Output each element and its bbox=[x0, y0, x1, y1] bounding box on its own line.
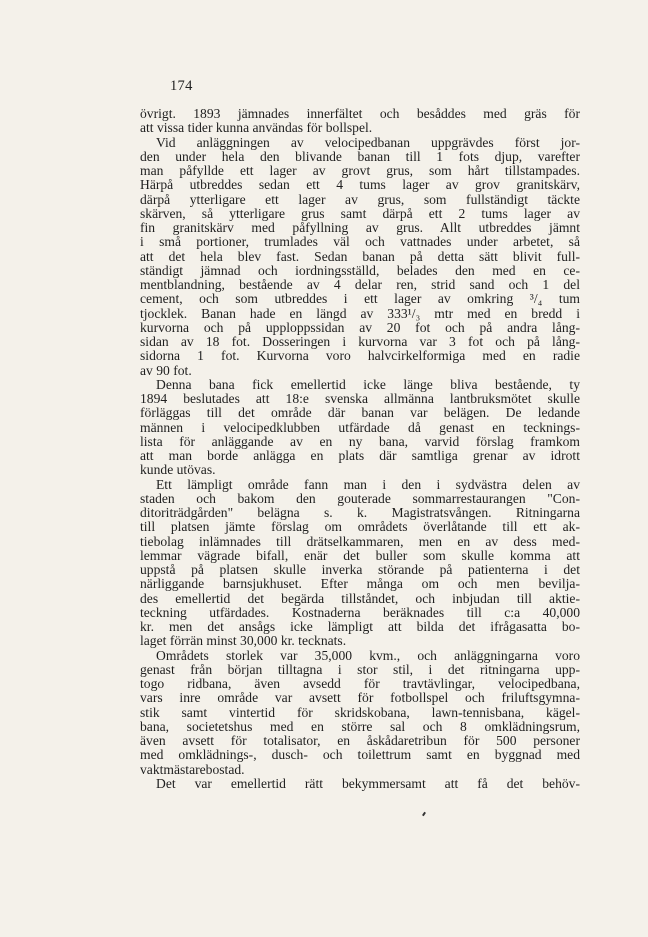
text-line: kunde utövas. bbox=[140, 462, 216, 478]
text-line: den under hela den blivande banan till 1 fots djup, varefter bbox=[140, 148, 580, 164]
text-line: att vissa tider kunna användas för bollspel. bbox=[140, 120, 373, 136]
text-line: togo ridbana, även avsedd för travtävlingar, velocipedbana, bbox=[140, 676, 580, 691]
text-line: Härpå utbreddes sedan ett 4 tums lager av grov granitskärv, bbox=[140, 177, 580, 193]
text-line: genast från början tilltagna i stor stil, i det ritningarna upp- bbox=[140, 661, 580, 677]
text-line: Ett lämpligt område fann man i den i sydvästra delen av bbox=[156, 476, 580, 492]
text-line: skärven, så ytterligare grus samt därpå ett 2 tums lager av bbox=[140, 205, 580, 221]
text-line: med omklädnings-, dusch- och toilettrum samt en byggnad med bbox=[140, 747, 580, 763]
text-line: mentblandning, bestående av 4 delar ren, strid sand och 1 del bbox=[140, 277, 580, 292]
text-line: tjocklek. Banan hade en längd av 333¹/₃ mtr med en bredd i bbox=[140, 305, 580, 321]
text-line: Det var emellertid rätt bekymmersamt att få det behöv- bbox=[156, 775, 580, 791]
body-text bbox=[140, 107, 580, 791]
text-line: cement, och som utbreddes i ett lager av omkring ³/₄ tum bbox=[140, 291, 580, 307]
text-line: kurvorna och på upploppssidan av 20 fot och på andra lång- bbox=[140, 319, 580, 335]
text-line: närliggande barnsjukhuset. Efter många om och men bevilja- bbox=[140, 576, 580, 592]
text-line: lemmar vägrade bifall, enär det buller som skulle komma att bbox=[140, 547, 580, 563]
text-line: Vid anläggningen av velocipedbanan uppgrävdes först jor- bbox=[156, 134, 580, 150]
text-line: övrigt. 1893 jämnades innerfältet och besåddes med gräs för bbox=[140, 106, 580, 121]
text-line: Denna bana fick emellertid icke länge bliva bestående, ty bbox=[156, 376, 580, 392]
text-line: att man borde anlägga en plats där samtliga grenar av idrott bbox=[140, 448, 580, 463]
text-line: kr. men det ansågs icke lämpligt att bilda det ifrågasatta bo- bbox=[140, 619, 580, 634]
text-line: förläggas till det område där banan var belägen. De ledande bbox=[140, 405, 580, 421]
stray-mark bbox=[422, 812, 426, 816]
text-line: därpå ytterligare ett lager av grus, som fullständigt täckte bbox=[140, 191, 580, 207]
text-line: lista för anläggande av en ny bana, varvid förslag framkom bbox=[140, 433, 580, 449]
text-line: man påfyllde ett lager av grovt grus, som hårt tillstampades. bbox=[140, 163, 580, 178]
text-line: ständigt jämnad och iordningsställd, belades den med en ce- bbox=[140, 262, 580, 278]
text-line: 1894 beslutades att 18:e svenska allmänna lantbruksmötet skulle bbox=[140, 391, 580, 406]
text-line: stik samt vintertid för skridskobana, lawn-tennisbana, kägel- bbox=[140, 704, 580, 720]
text-line: staden och bakom den gouterade sommarrestaurangen "Con- bbox=[140, 490, 580, 506]
text-line: i små portioner, trumlades väl och vattnades under arbetet, så bbox=[140, 234, 580, 250]
text-line: även avsett för totalisator, en åskådaretribun för 500 personer bbox=[140, 733, 580, 748]
page-number: 174 bbox=[170, 78, 193, 94]
text-line: vars inre område var avsett för fotbollspel och friluftsgymna- bbox=[140, 690, 580, 706]
text-line: av 90 fot. bbox=[140, 362, 192, 378]
text-line: ditoriträdgården" belägna s. k. Magistratsvången. Ritningarna bbox=[140, 505, 580, 520]
text-line: männen i velocipedklubben utfärdade då genast en tecknings- bbox=[140, 419, 580, 435]
text-line: bana, societetshus med en större sal och 8 omklädningsrum, bbox=[140, 718, 580, 734]
text-line: teckning utfärdades. Kostnaderna beräknades till c:a 40,000 bbox=[140, 604, 580, 620]
text-line: sidorna 1 fot. Kurvorna voro halvcirkelformiga med en radie bbox=[140, 348, 580, 364]
text-line: vaktmästarebostad. bbox=[140, 761, 245, 777]
text-line: des emellertid det begärda tillståndet, och inbjudan till aktie- bbox=[140, 590, 580, 606]
text-line: laget förrän minst 30,000 kr. tecknats. bbox=[140, 633, 347, 649]
text-line: Områdets storlek var 35,000 kvm., och anläggningarna voro bbox=[156, 647, 580, 663]
text-line: fin granitskärv med påfyllning av grus. Allt utbreddes jämnt bbox=[140, 220, 580, 235]
text-line: tiebolag inlämnades till drätselkammaren, men en av dess med- bbox=[140, 533, 580, 549]
text-line: till platsen jämte förslag om områdets överlåtande till ett ak- bbox=[140, 519, 580, 535]
text-line: sidan av 18 fot. Dosseringen i kurvorna var 3 fot och på lång- bbox=[140, 334, 580, 349]
text-line: uppstå på platsen skulle inverka störande på patienterna i det bbox=[140, 562, 580, 577]
text-line: att det hela blev fast. Sedan banan på detta sätt blivit full- bbox=[140, 248, 580, 264]
